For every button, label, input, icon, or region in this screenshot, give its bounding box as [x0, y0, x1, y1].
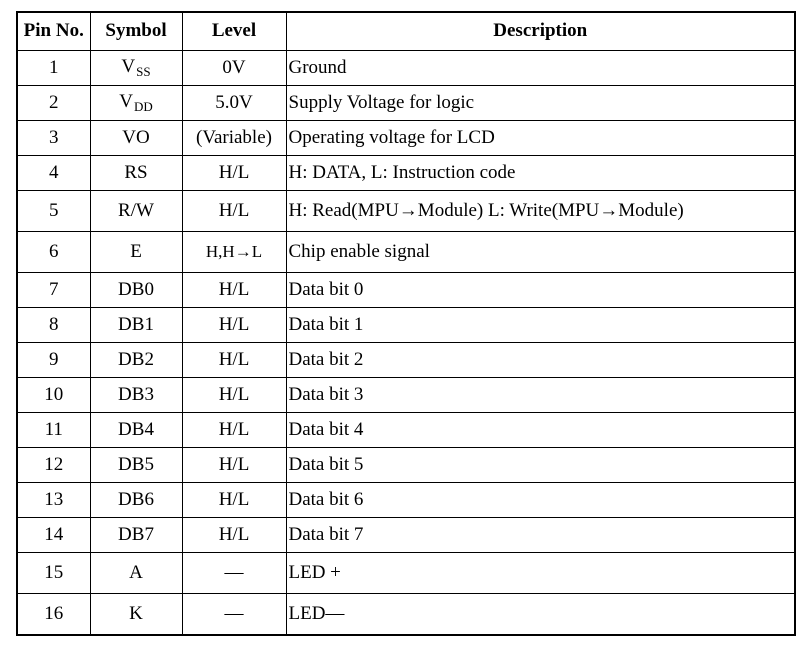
header-symbol: Symbol	[90, 12, 182, 51]
pin-description: H: Read(MPU→Module) L: Write(MPU→Module)	[286, 191, 795, 232]
symbol-subscript: DD	[133, 98, 153, 114]
pin-description: Data bit 5	[286, 448, 795, 483]
pin-description: Data bit 7	[286, 518, 795, 553]
header-level: Level	[182, 12, 286, 51]
table-row	[17, 378, 795, 413]
pin-description: Data bit 1	[286, 308, 795, 343]
pin-number: 1	[17, 51, 90, 86]
pin-description: Ground	[286, 51, 795, 86]
pin-number: 6	[17, 232, 90, 273]
pin-level: H,H→L	[182, 232, 286, 273]
pin-description: LED +	[286, 553, 795, 594]
pin-symbol: DB1	[90, 308, 182, 343]
pin-number: 3	[17, 121, 90, 156]
pin-symbol: DB3	[90, 378, 182, 413]
pin-level: H/L	[182, 448, 286, 483]
pin-level: H/L	[182, 191, 286, 232]
pin-level: H/L	[182, 413, 286, 448]
pin-symbol: K	[90, 594, 182, 636]
pin-number: 2	[17, 86, 90, 121]
pin-description: Data bit 2	[286, 343, 795, 378]
header-pin-no: Pin No.	[17, 12, 90, 51]
pin-symbol: DB7	[90, 518, 182, 553]
pin-number: 9	[17, 343, 90, 378]
pin-level: 0V	[182, 51, 286, 86]
table-row	[17, 191, 795, 232]
pin-description: Chip enable signal	[286, 232, 795, 273]
table-row	[17, 51, 795, 86]
table-row	[17, 594, 795, 636]
pin-number: 5	[17, 191, 90, 232]
pin-level: H/L	[182, 343, 286, 378]
pin-symbol	[90, 51, 182, 86]
table-row	[17, 156, 795, 191]
symbol-subscript: SS	[136, 63, 151, 79]
table-row	[17, 86, 795, 121]
pin-description: H: DATA, L: Instruction code	[286, 156, 795, 191]
pin-symbol: DB6	[90, 483, 182, 518]
pin-symbol	[90, 86, 182, 121]
pin-number: 13	[17, 483, 90, 518]
pin-symbol: E	[90, 232, 182, 273]
pin-description: LED—	[286, 594, 795, 636]
pin-description: Data bit 0	[286, 273, 795, 308]
table-row	[17, 413, 795, 448]
pin-description-table	[16, 11, 796, 636]
pin-symbol: DB4	[90, 413, 182, 448]
table-row	[17, 483, 795, 518]
pin-symbol: DB2	[90, 343, 182, 378]
pin-level: H/L	[182, 483, 286, 518]
pin-number: 7	[17, 273, 90, 308]
pin-symbol: A	[90, 553, 182, 594]
pin-level: —	[182, 594, 286, 636]
pin-description: Data bit 6	[286, 483, 795, 518]
pin-number: 10	[17, 378, 90, 413]
pin-symbol: RS	[90, 156, 182, 191]
pin-number: 15	[17, 553, 90, 594]
table-row	[17, 448, 795, 483]
table-row	[17, 308, 795, 343]
pin-number: 14	[17, 518, 90, 553]
pin-symbol: DB5	[90, 448, 182, 483]
pin-number: 4	[17, 156, 90, 191]
table-row	[17, 121, 795, 156]
pin-level: 5.0V	[182, 86, 286, 121]
header-description: Description	[286, 12, 795, 51]
symbol-main: V	[119, 90, 133, 112]
pin-number: 12	[17, 448, 90, 483]
pin-level: (Variable)	[182, 121, 286, 156]
pin-level: H/L	[182, 156, 286, 191]
pin-description: Data bit 3	[286, 378, 795, 413]
pin-symbol: DB0	[90, 273, 182, 308]
pin-level: —	[182, 553, 286, 594]
pin-level: H/L	[182, 308, 286, 343]
table-row	[17, 518, 795, 553]
table-row	[17, 232, 795, 273]
pin-symbol: VO	[90, 121, 182, 156]
table-row	[17, 273, 795, 308]
pin-symbol: R/W	[90, 191, 182, 232]
table-row	[17, 553, 795, 594]
table-header-row	[17, 12, 795, 51]
pin-number: 16	[17, 594, 90, 636]
pin-description: Supply Voltage for logic	[286, 86, 795, 121]
pin-level: H/L	[182, 273, 286, 308]
pin-description: Operating voltage for LCD	[286, 121, 795, 156]
pin-description: Data bit 4	[286, 413, 795, 448]
symbol-main: V	[121, 55, 136, 77]
pin-level: H/L	[182, 378, 286, 413]
pin-level: H/L	[182, 518, 286, 553]
pin-number: 8	[17, 308, 90, 343]
pin-number: 11	[17, 413, 90, 448]
table-row	[17, 343, 795, 378]
